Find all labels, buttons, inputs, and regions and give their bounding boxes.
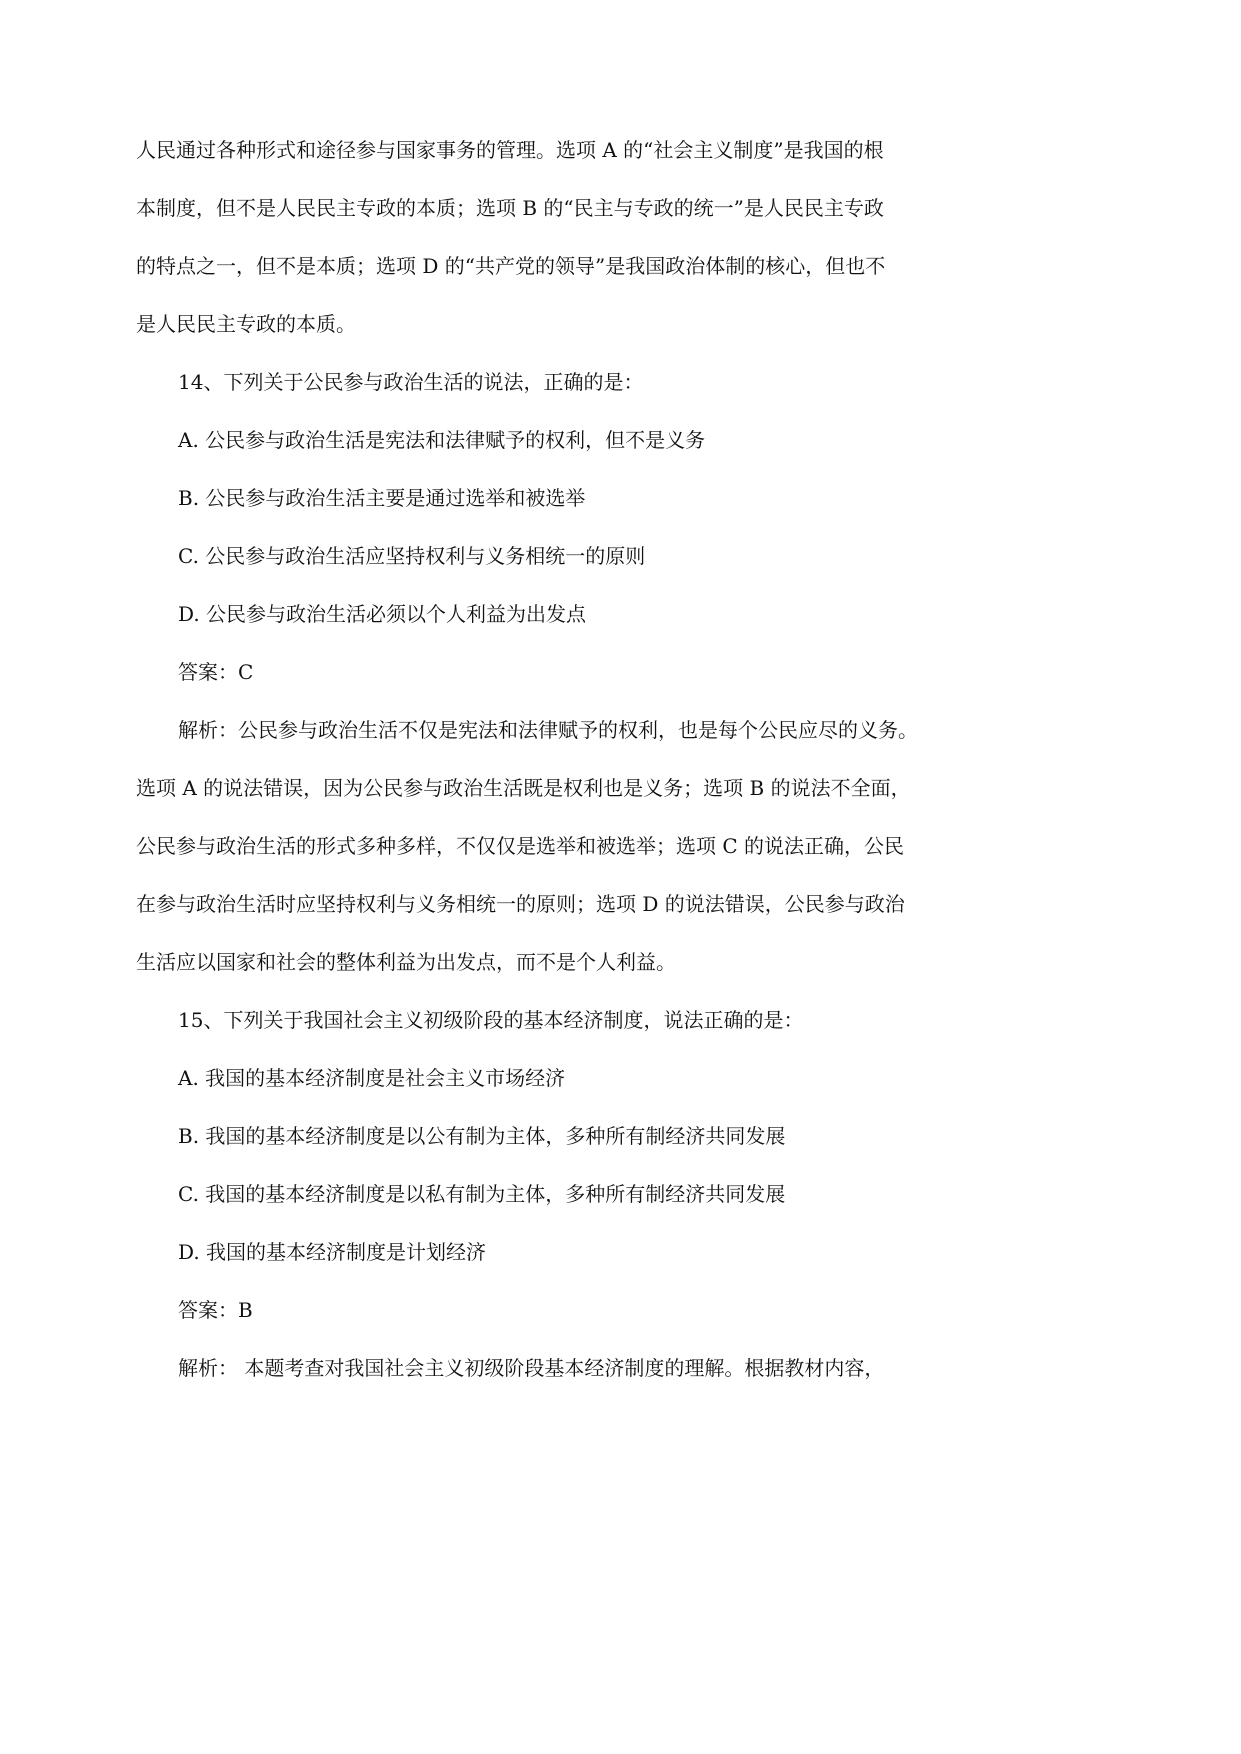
answer: 答案：C: [178, 660, 254, 684]
analysis-line: 解析： 本题考查对我国社会主义初级阶段基本经济制度的理解。根据教材内容，: [178, 1356, 885, 1380]
option-d: D. 公民参与政治生活必须以个人利益为出发点: [178, 602, 587, 626]
option-b: B. 公民参与政治生活主要是通过选举和被选举: [178, 486, 586, 510]
analysis-line: 公民参与政治生活的形式多种多样，不仅仅是选举和被选举；选项 C 的说法正确，公民: [136, 834, 905, 858]
question-15: [178, 991, 976, 1397]
analysis-line: 选项 A 的说法错误，因为公民参与政治生活既是权利也是义务；选项 B 的说法不全面，: [136, 776, 911, 800]
answer: 答案：B: [178, 1298, 253, 1322]
question-stem: 15、下列关于我国社会主义初级阶段的基本经济制度，说法正确的是：: [178, 1008, 804, 1032]
text-line: 本制度，但不是人民民主专政的本质；选项 B 的“民主与专政的统一”是人民民主专政: [136, 196, 884, 220]
question-stem: 14、下列关于公民参与政治生活的说法，正确的是：: [178, 370, 644, 394]
text-line: 是人民民主专政的本质。: [136, 312, 356, 336]
text-line: 的特点之一，但不是本质；选项 D 的“共产党的领导”是我国政治体制的核心，但也不: [136, 254, 886, 278]
question-14: [178, 353, 976, 701]
option-b: B. 我国的基本经济制度是以公有制为主体，多种所有制经济共同发展: [178, 1124, 786, 1148]
analysis-line: 生活应以国家和社会的整体利益为出发点，而不是个人利益。: [136, 950, 676, 974]
option-c: C. 公民参与政治生活应坚持权利与义务相统一的原则: [178, 544, 646, 568]
option-a: A. 我国的基本经济制度是社会主义市场经济: [178, 1066, 566, 1090]
analysis-line: 解析：公民参与政治生活不仅是宪法和法律赋予的权利，也是每个公民应尽的义务。: [178, 718, 918, 742]
text-line: 人民通过各种形式和途径参与国家事务的管理。选项 A 的“社会主义制度”是我国的根: [136, 138, 884, 162]
option-c: C. 我国的基本经济制度是以私有制为主体，多种所有制经济共同发展: [178, 1182, 786, 1206]
option-d: D. 我国的基本经济制度是计划经济: [178, 1240, 487, 1264]
previous-analysis-continuation: [136, 121, 976, 353]
analysis-line: 在参与政治生活时应坚持权利与义务相统一的原则；选项 D 的说法错误，公民参与政治: [136, 892, 905, 916]
question-14-analysis: [136, 701, 976, 991]
option-a: A. 公民参与政治生活是宪法和法律赋予的权利，但不是义务: [178, 428, 706, 452]
